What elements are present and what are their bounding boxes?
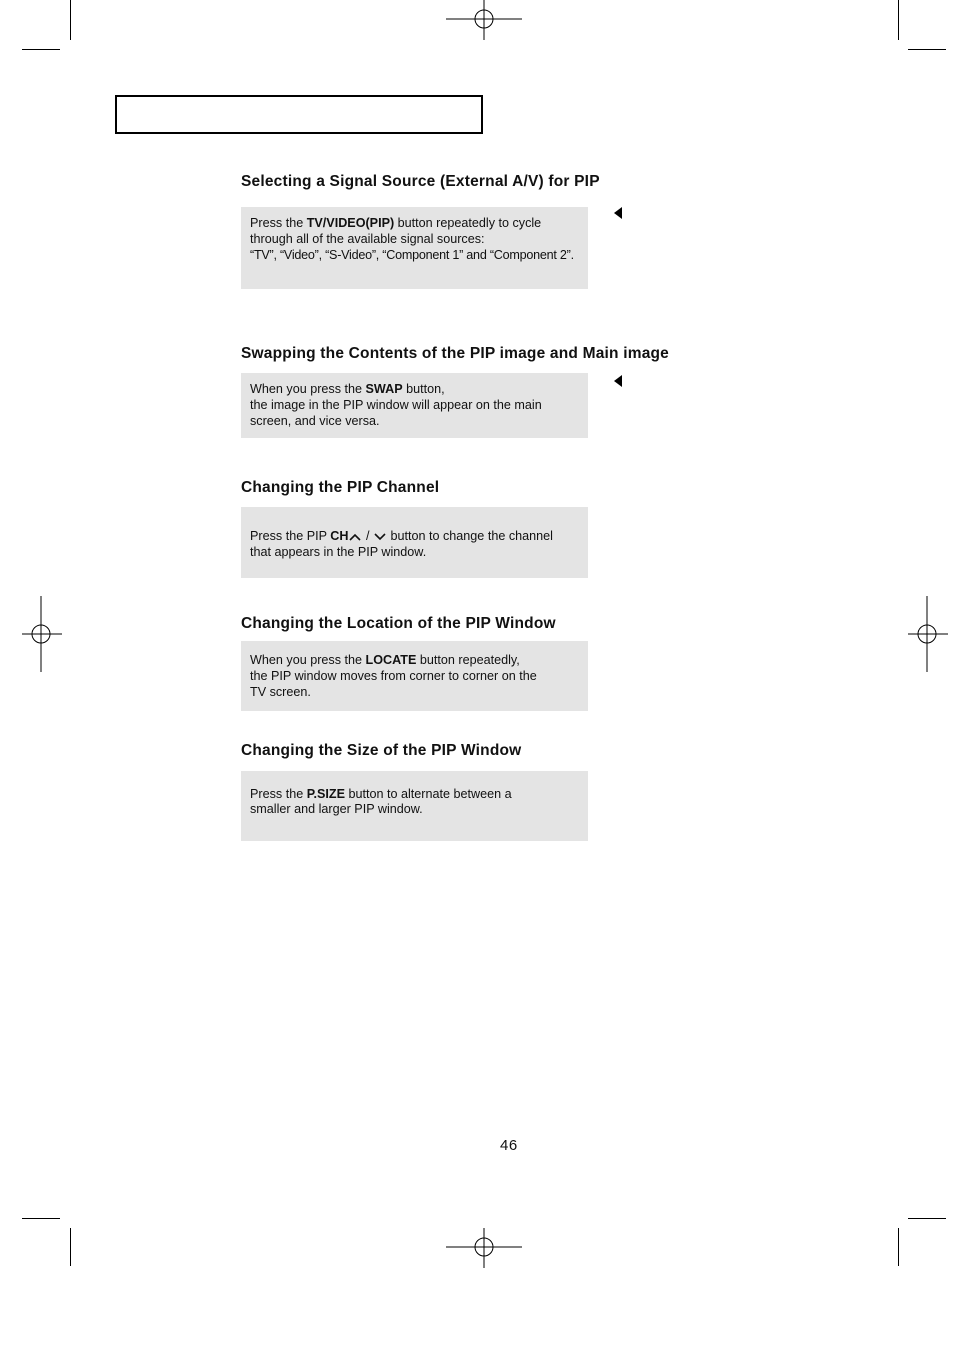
left-triangle-icon xyxy=(614,207,622,219)
instruction-box xyxy=(241,507,588,578)
text-line: screen, and vice versa. xyxy=(250,414,380,428)
text-line: When you press the SWAP button, xyxy=(250,382,445,396)
chevron-up-icon xyxy=(349,532,361,542)
text-line: the PIP window moves from corner to corner on the xyxy=(250,669,537,683)
crop-mark xyxy=(898,0,899,40)
text-line: Press the TV/VIDEO(PIP) button repeatedly to cycle xyxy=(250,216,542,230)
text-line: “TV”, “Video”, “S-Video”, “Component 1” and “Component 2”. xyxy=(250,248,574,262)
registration-mark-icon xyxy=(908,596,948,672)
text-line: that appears in the PIP window. xyxy=(250,545,427,559)
text-line: smaller and larger PIP window. xyxy=(250,801,423,816)
crop-mark xyxy=(70,0,71,40)
section-title: Changing the Size of the PIP Window xyxy=(241,742,522,759)
section-title: Changing the Location of the PIP Window xyxy=(241,615,556,632)
crop-mark xyxy=(898,1228,899,1266)
text-line: Press the P.SIZE button to alternate between a xyxy=(250,787,512,801)
left-triangle-icon xyxy=(614,375,622,387)
section-title: Selecting a Signal Source (External A/V) for PIP xyxy=(241,173,600,190)
instruction-box xyxy=(241,771,588,841)
chevron-down-icon xyxy=(374,532,386,542)
crop-mark xyxy=(22,49,60,50)
page-number: 46 xyxy=(500,1137,518,1154)
text-line: Press the PIP CH / button to change the channel xyxy=(250,529,553,543)
section-title: Swapping the Contents of the PIP image and Main image xyxy=(241,345,670,362)
section-title: Changing the PIP Channel xyxy=(241,479,440,496)
registration-mark-icon xyxy=(446,1228,522,1268)
crop-mark xyxy=(22,1218,60,1219)
text-line: through all of the available signal sources: xyxy=(250,232,485,246)
crop-mark xyxy=(908,49,946,50)
registration-mark-icon xyxy=(22,596,62,672)
text-line: When you press the LOCATE button repeatedly, xyxy=(250,653,520,667)
text-line: TV screen. xyxy=(250,685,311,699)
registration-mark-icon xyxy=(446,0,522,40)
instruction-box xyxy=(241,207,588,289)
instruction-box xyxy=(241,373,588,438)
crop-mark xyxy=(908,1218,946,1219)
instruction-box xyxy=(241,641,588,711)
text-line: the image in the PIP window will appear on the main xyxy=(250,398,542,412)
crop-mark xyxy=(70,1228,71,1266)
header-box xyxy=(115,95,483,134)
